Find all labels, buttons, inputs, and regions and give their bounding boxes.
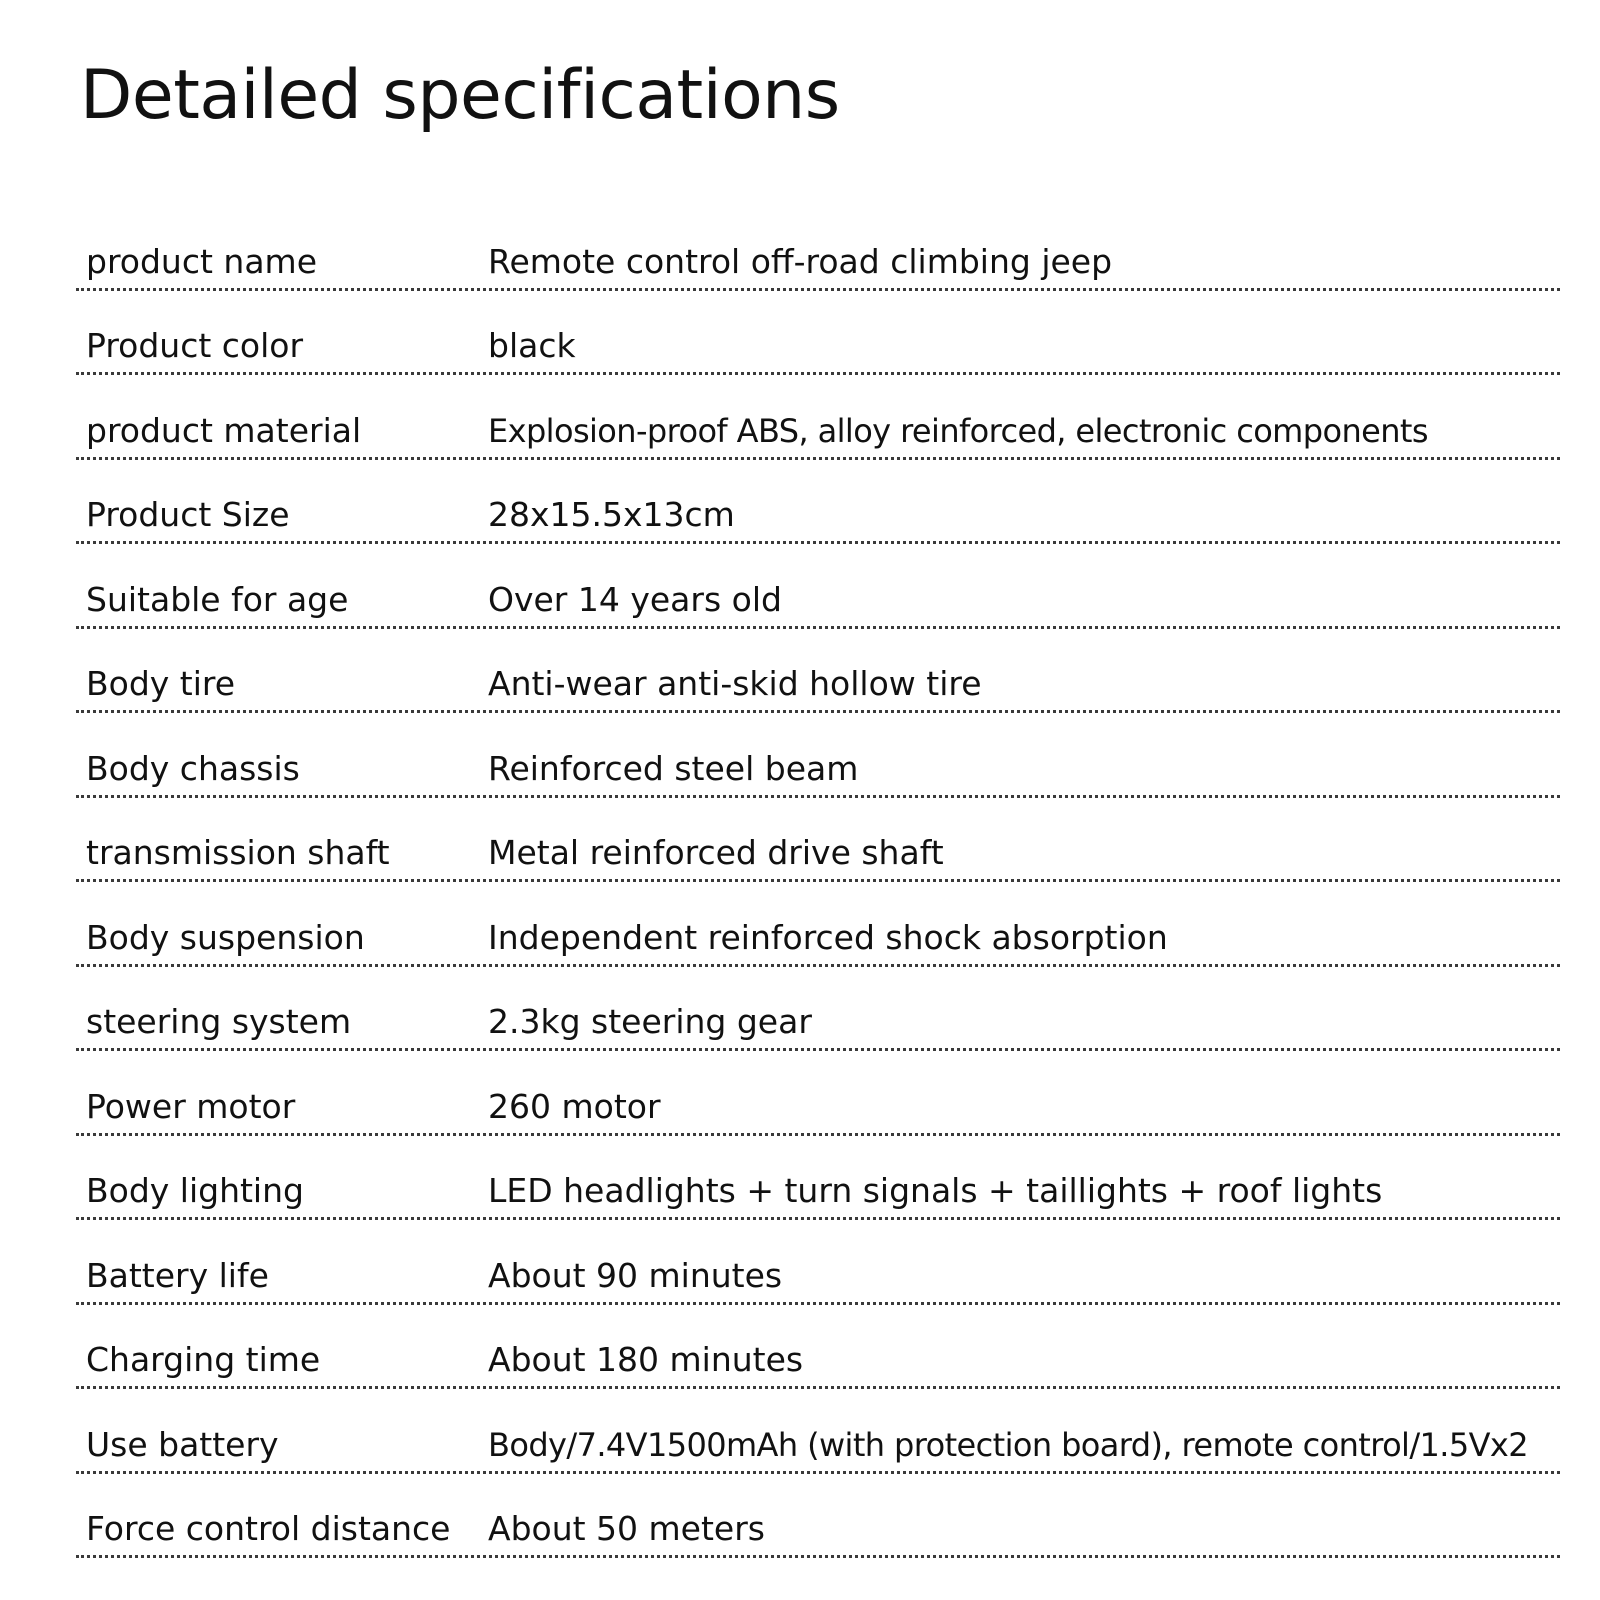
spec-row-battery-life xyxy=(76,1220,1560,1305)
spec-value: 260 motor xyxy=(488,1086,661,1126)
spec-value: Body/7.4V1500mAh (with protection board), remote control/1.5Vx2 xyxy=(488,1425,1528,1464)
spec-label: Product color xyxy=(86,326,304,365)
spec-label: transmission shaft xyxy=(86,833,390,872)
spec-label: product material xyxy=(86,410,362,450)
spec-row-body-tire xyxy=(76,629,1560,714)
spec-value: black xyxy=(488,326,576,365)
spec-value: About 90 minutes xyxy=(488,1255,783,1295)
spec-label: Charging time xyxy=(86,1340,321,1379)
spec-row-body-suspension xyxy=(76,882,1560,967)
spec-row-power-motor xyxy=(76,1051,1560,1136)
spec-row-product-name xyxy=(76,206,1560,291)
spec-row-body-lighting xyxy=(76,1136,1560,1221)
spec-label: Power motor xyxy=(86,1086,296,1126)
spec-row-control-distance xyxy=(76,1474,1560,1559)
spec-row-product-size xyxy=(76,460,1560,545)
spec-value: About 180 minutes xyxy=(488,1340,804,1379)
spec-label: Body tire xyxy=(86,664,236,703)
spec-value: Metal reinforced drive shaft xyxy=(488,833,944,872)
spec-row-charging-time xyxy=(76,1305,1560,1390)
spec-label: Battery life xyxy=(86,1255,269,1295)
page-title: Detailed specifications xyxy=(80,56,840,135)
spec-value: Anti-wear anti-skid hollow tire xyxy=(488,664,982,703)
spec-value: Over 14 years old xyxy=(488,579,782,619)
spec-row-body-chassis xyxy=(76,713,1560,798)
spec-value: Reinforced steel beam xyxy=(488,748,859,788)
spec-label: Force control distance xyxy=(86,1509,451,1548)
spec-row-use-battery xyxy=(76,1389,1560,1474)
spec-label: Body suspension xyxy=(86,917,365,957)
spec-label: Body chassis xyxy=(86,748,300,788)
spec-value: LED headlights + turn signals + taillights + roof lights xyxy=(488,1171,1383,1210)
spec-value: 2.3kg steering gear xyxy=(488,1002,812,1041)
spec-label: Product Size xyxy=(86,495,290,534)
spec-value: 28x15.5x13cm xyxy=(488,495,735,534)
spec-row-steering-system xyxy=(76,967,1560,1052)
spec-label: product name xyxy=(86,241,317,281)
spec-table xyxy=(76,206,1560,1558)
spec-value: Explosion-proof ABS, alloy reinforced, electronic components xyxy=(488,411,1428,450)
spec-label: Use battery xyxy=(86,1424,279,1464)
spec-row-suitable-age xyxy=(76,544,1560,629)
spec-value: Independent reinforced shock absorption xyxy=(488,917,1168,957)
spec-label: Body lighting xyxy=(86,1171,304,1210)
spec-row-product-material xyxy=(76,375,1560,460)
spec-value: Remote control off-road climbing jeep xyxy=(488,241,1113,281)
spec-row-product-color xyxy=(76,291,1560,376)
spec-row-transmission-shaft xyxy=(76,798,1560,883)
spec-label: Suitable for age xyxy=(86,579,349,619)
spec-value: About 50 meters xyxy=(488,1509,765,1548)
spec-label: steering system xyxy=(86,1002,352,1041)
